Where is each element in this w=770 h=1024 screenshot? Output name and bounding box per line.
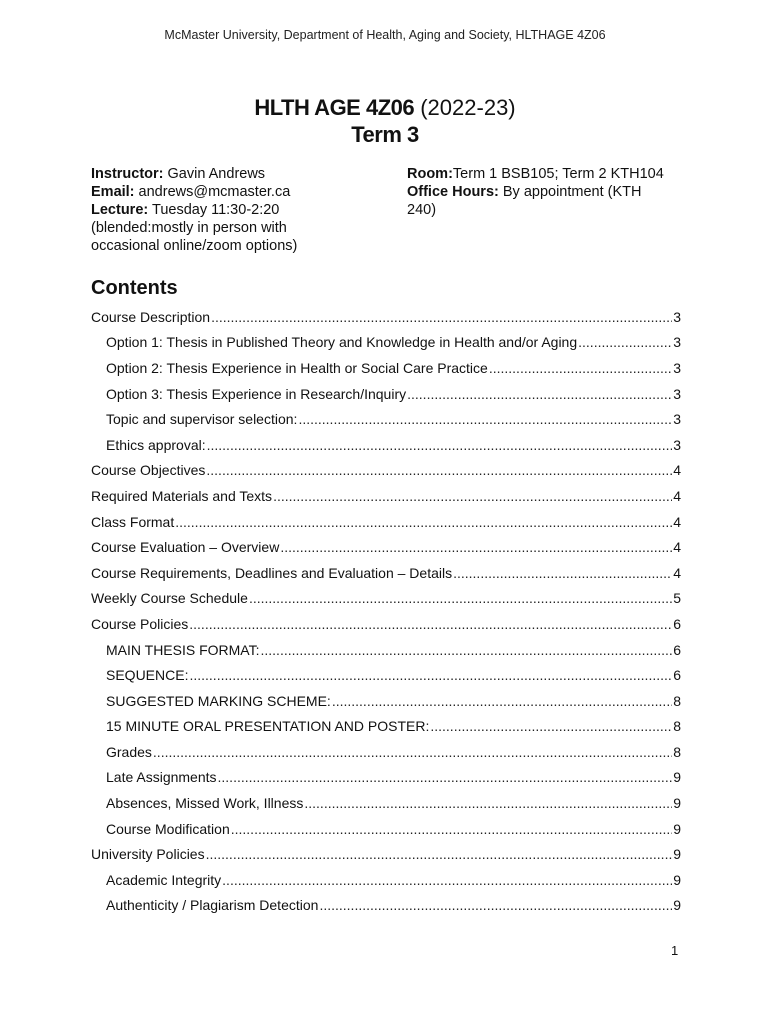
toc-entry-page: 3 xyxy=(673,308,681,325)
toc-entry-page: 9 xyxy=(673,795,681,812)
toc-entry[interactable] xyxy=(91,432,681,458)
toc-entry[interactable] xyxy=(91,406,681,432)
contents-heading: Contents xyxy=(91,277,178,299)
instructor-line xyxy=(91,165,341,183)
course-info-left xyxy=(91,165,341,255)
page-number: 1 xyxy=(671,943,679,958)
toc-entry-title: SEQUENCE: xyxy=(106,667,189,684)
toc-entry-page: 3 xyxy=(673,385,681,402)
toc-entry-page: 8 xyxy=(673,718,681,735)
toc-entry[interactable] xyxy=(91,330,681,356)
email-line xyxy=(91,183,341,201)
toc-entry-title: Course Policies xyxy=(91,615,189,632)
toc-entry[interactable] xyxy=(91,841,681,867)
toc-leader-dots xyxy=(207,437,673,453)
toc-entry-title: Late Assignments xyxy=(106,769,217,786)
toc-leader-dots xyxy=(298,411,672,427)
course-info-right xyxy=(407,165,687,219)
lecture-line xyxy=(91,201,341,219)
toc-leader-dots xyxy=(407,386,672,402)
email-label: Email: xyxy=(91,184,135,200)
toc-entry-title: Course Evaluation – Overview xyxy=(91,539,280,556)
toc-entry-page: 4 xyxy=(673,462,681,479)
toc-entry-page: 3 xyxy=(673,359,681,376)
toc-entry-page: 3 xyxy=(673,411,681,428)
toc-entry-page: 3 xyxy=(673,436,681,453)
toc-entry-page: 9 xyxy=(673,769,681,786)
toc-leader-dots xyxy=(332,693,672,709)
toc-entry-title: 15 MINUTE ORAL PRESENTATION AND POSTER: xyxy=(106,718,430,735)
toc-leader-dots xyxy=(430,718,672,734)
toc-entry-title: Course Requirements, Deadlines and Evaluation – Details xyxy=(91,564,453,581)
toc-leader-dots xyxy=(222,872,672,888)
toc-leader-dots xyxy=(578,334,672,350)
toc-entry[interactable] xyxy=(91,509,681,535)
room-label: Room: xyxy=(407,166,453,182)
toc-entry-page: 4 xyxy=(673,564,681,581)
table-of-contents xyxy=(91,304,681,918)
toc-entry-title: MAIN THESIS FORMAT: xyxy=(106,641,260,658)
office-hours-value-continued: 240) xyxy=(407,202,437,218)
toc-entry-page: 9 xyxy=(673,871,681,888)
toc-entry-title: Ethics approval: xyxy=(106,436,206,453)
lecture-value: Tuesday 11:30-2:20 xyxy=(152,202,280,218)
toc-entry-page: 8 xyxy=(673,692,681,709)
toc-entry[interactable] xyxy=(91,560,681,586)
toc-entry[interactable] xyxy=(91,355,681,381)
toc-entry[interactable] xyxy=(91,381,681,407)
toc-entry-page: 4 xyxy=(673,539,681,556)
toc-entry[interactable] xyxy=(91,867,681,893)
toc-entry-page: 6 xyxy=(673,667,681,684)
toc-leader-dots xyxy=(175,514,672,530)
toc-entry[interactable] xyxy=(91,304,681,330)
toc-entry-title: Weekly Course Schedule xyxy=(91,590,248,607)
toc-entry-page: 9 xyxy=(673,820,681,837)
toc-leader-dots xyxy=(206,846,673,862)
instructor-value: Gavin Andrews xyxy=(167,166,266,182)
toc-entry-page: 5 xyxy=(673,590,681,607)
toc-leader-dots xyxy=(249,590,672,606)
toc-entry[interactable] xyxy=(91,893,681,919)
toc-entry-title: Class Format xyxy=(91,513,175,530)
toc-leader-dots xyxy=(189,667,672,683)
toc-entry-title: Authenticity / Plagiarism Detection xyxy=(106,897,319,914)
toc-entry-title: Academic Integrity xyxy=(106,871,222,888)
toc-entry-page: 9 xyxy=(673,897,681,914)
toc-entry[interactable] xyxy=(91,790,681,816)
toc-entry-title: Option 1: Thesis in Published Theory and Knowledge in Health and/or Aging xyxy=(106,334,578,351)
toc-entry[interactable] xyxy=(91,739,681,765)
lecture-note-2: occasional online/zoom options) xyxy=(91,238,298,254)
toc-entry-title: SUGGESTED MARKING SCHEME: xyxy=(106,692,331,709)
toc-leader-dots xyxy=(273,488,672,504)
toc-entry-title: Option 3: Thesis Experience in Research/Inquiry xyxy=(106,385,407,402)
toc-entry-page: 4 xyxy=(673,513,681,530)
toc-entry-page: 6 xyxy=(673,615,681,632)
toc-leader-dots xyxy=(304,795,672,811)
toc-entry-page: 9 xyxy=(673,846,681,863)
lecture-label: Lecture: xyxy=(91,202,149,218)
toc-entry-title: Course Objectives xyxy=(91,462,206,479)
toc-entry[interactable] xyxy=(91,483,681,509)
toc-leader-dots xyxy=(489,360,672,376)
toc-entry-page: 3 xyxy=(673,334,681,351)
toc-entry-title: Option 2: Thesis Experience in Health or Social Care Practice xyxy=(106,359,488,376)
toc-entry[interactable] xyxy=(91,765,681,791)
toc-entry-page: 8 xyxy=(673,743,681,760)
toc-entry[interactable] xyxy=(91,458,681,484)
toc-entry[interactable] xyxy=(91,586,681,612)
office-hours-value: By appointment (KTH xyxy=(502,184,642,200)
toc-entry[interactable] xyxy=(91,637,681,663)
course-term: Term 3 xyxy=(351,122,419,147)
instructor-label: Instructor: xyxy=(91,166,164,182)
toc-entry-page: 6 xyxy=(673,641,681,658)
toc-leader-dots xyxy=(189,616,672,632)
toc-leader-dots xyxy=(261,642,673,658)
toc-leader-dots xyxy=(453,565,672,581)
toc-leader-dots xyxy=(218,769,673,785)
toc-entry-title: Grades xyxy=(106,743,152,760)
toc-leader-dots xyxy=(206,462,672,478)
toc-entry-title: Course Description xyxy=(91,308,211,325)
toc-leader-dots xyxy=(211,309,672,325)
toc-entry[interactable] xyxy=(91,662,681,688)
toc-entry-page: 4 xyxy=(673,487,681,504)
toc-entry-title: Topic and supervisor selection: xyxy=(106,411,298,428)
lecture-note-1: (blended:mostly in person with xyxy=(91,220,287,236)
toc-entry-title: Absences, Missed Work, Illness xyxy=(106,795,304,812)
room-value: Term 1 BSB105; Term 2 KTH104 xyxy=(452,166,664,182)
email-value: andrews@mcmaster.ca xyxy=(138,184,291,200)
toc-entry[interactable] xyxy=(91,688,681,714)
toc-leader-dots xyxy=(280,539,672,555)
toc-entry-title: Course Modification xyxy=(106,820,230,837)
toc-entry[interactable] xyxy=(91,611,681,637)
toc-leader-dots xyxy=(153,744,672,760)
toc-entry[interactable] xyxy=(91,714,681,740)
document-title xyxy=(0,94,770,148)
toc-leader-dots xyxy=(231,821,672,837)
office-hours-line xyxy=(407,183,687,201)
room-line xyxy=(407,165,687,183)
toc-entry[interactable] xyxy=(91,534,681,560)
course-code: HLTH AGE 4Z06 xyxy=(254,95,415,120)
course-year: (2022-23) xyxy=(420,95,516,120)
toc-entry-title: Required Materials and Texts xyxy=(91,487,273,504)
running-header: McMaster University, Department of Health, Aging and Society, HLTHAGE 4Z06 xyxy=(164,28,606,42)
toc-entry-title: University Policies xyxy=(91,846,205,863)
office-hours-label: Office Hours: xyxy=(407,184,499,200)
toc-entry[interactable] xyxy=(91,816,681,842)
toc-leader-dots xyxy=(319,897,672,913)
